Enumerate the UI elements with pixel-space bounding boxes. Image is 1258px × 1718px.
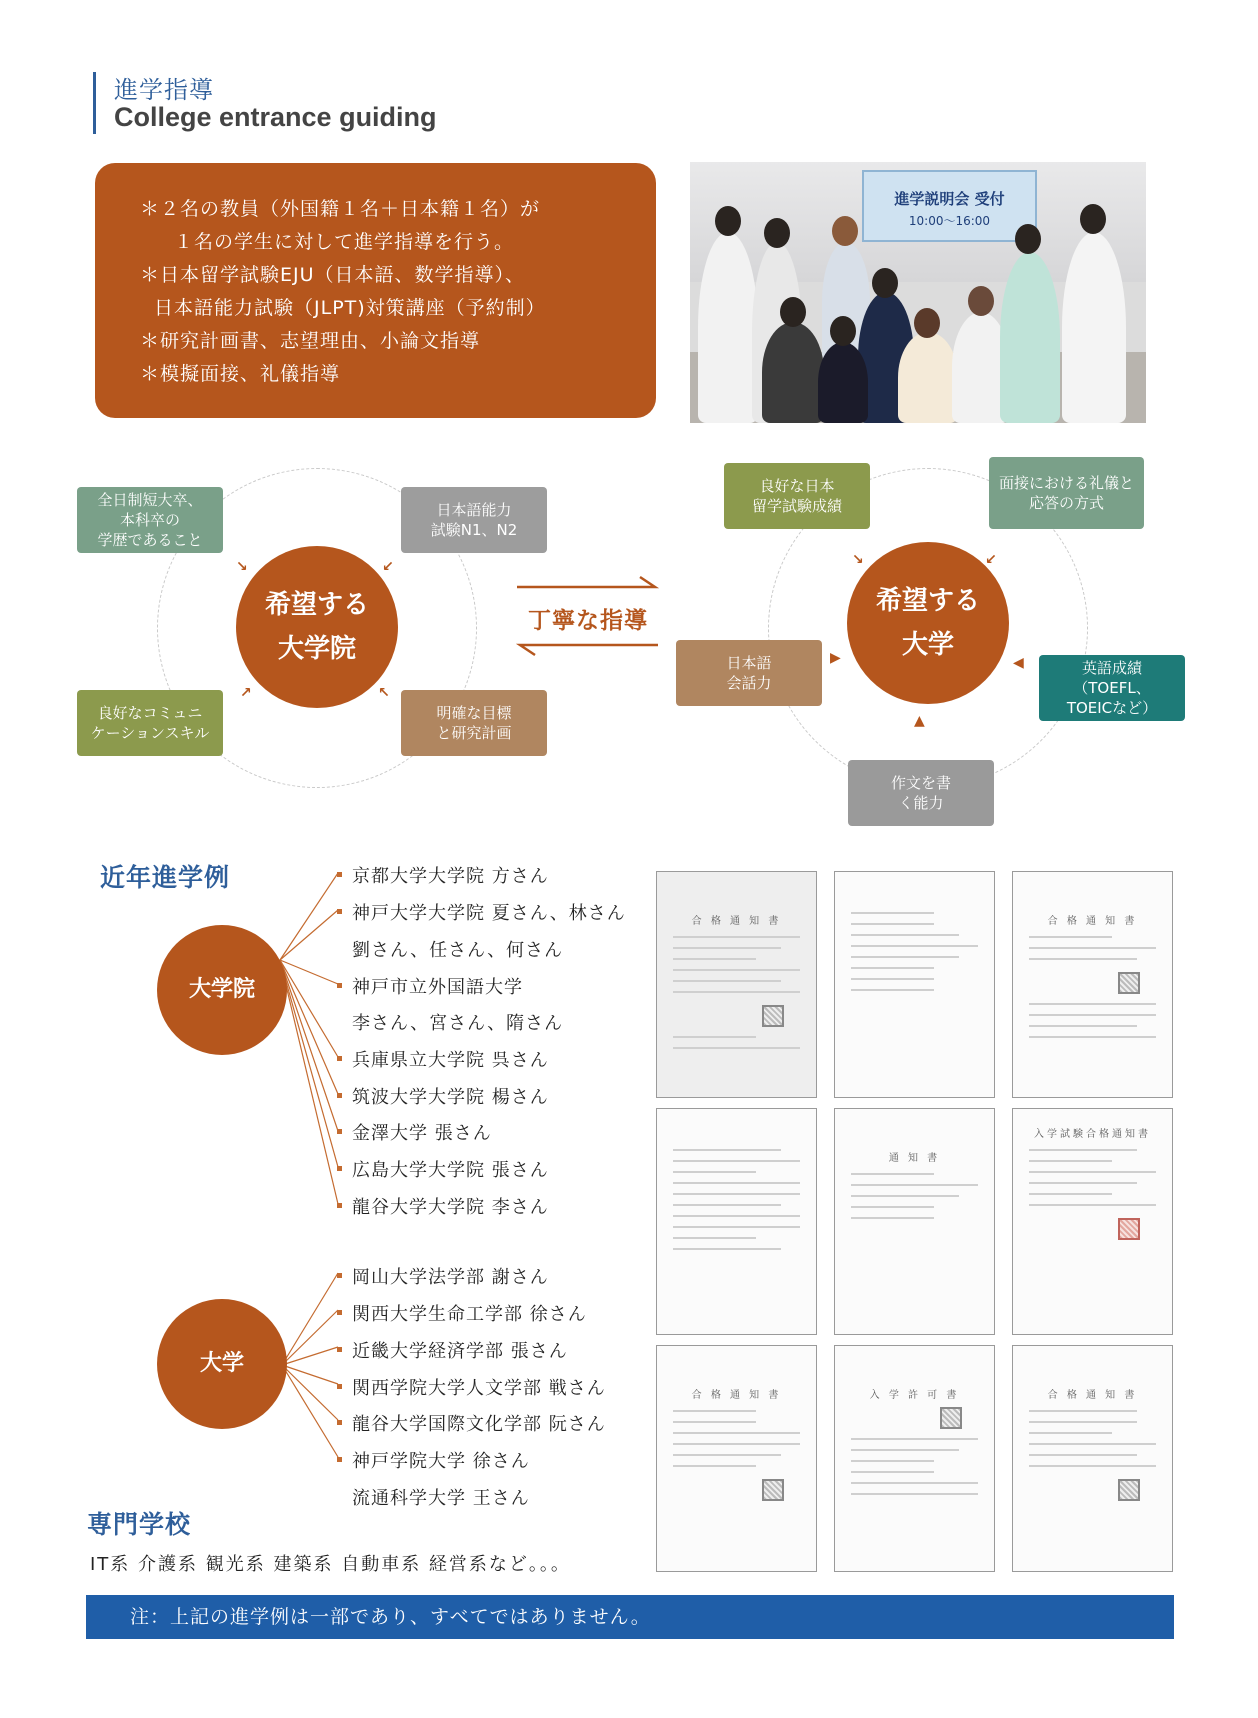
document-title: 入学試験合格通知書 [1034, 1129, 1151, 1140]
tag-research-plan: 明確な目標 と研究計画 [401, 690, 547, 756]
list-item: 兵庫県立大学院 呉さん [337, 1046, 549, 1072]
tag-education-requirement: 全日制短大卒、 本科卒の 学歴であること [77, 487, 223, 553]
acceptance-letter-image [1012, 1345, 1173, 1572]
info-line: 日本語能力試験（JLPT)対策講座（予約制） [154, 297, 546, 319]
list-item: 神戸市立外国語大学 [337, 973, 523, 999]
guidance-label: 丁寧な指導 [528, 608, 648, 634]
arrow-icon: ◀ [1013, 655, 1024, 671]
list-item: 岡山大学法学部 謝さん [337, 1263, 549, 1289]
arrow-icon: ↘ [236, 559, 248, 575]
graduate-school-circle: 大学院 [157, 925, 287, 1055]
acceptance-letter-image [1012, 871, 1173, 1098]
acceptance-letter-image [656, 1108, 817, 1335]
photo-sign-time: 10:00～16:00 [908, 214, 991, 228]
tag-interview-manners: 面接における礼儀と 応答の方式 [989, 457, 1144, 529]
acceptance-letter-image [834, 871, 995, 1098]
list-item: 神戸学院大学 徐さん [337, 1447, 530, 1473]
tag-communication-skill: 良好なコミュニ ケーションスキル [77, 690, 223, 756]
circle-text: 希望する [875, 586, 980, 616]
list-item: 龍谷大学大学院 李さん [337, 1193, 549, 1219]
list-item: 金澤大学 張さん [337, 1119, 492, 1145]
page-title-jp: 進学指導 [114, 76, 214, 104]
page-title-en: College entrance guiding [114, 102, 437, 132]
list-item: 関西大学生命工学部 徐さん [337, 1300, 587, 1326]
vocational-fields: IT系 介護系 観光系 建築系 自動車系 経営系など。。。 [90, 1554, 571, 1575]
list-item: 龍谷大学国際文化学部 阮さん [337, 1410, 606, 1436]
photo-sign [862, 170, 1037, 242]
group-photo [690, 162, 1146, 423]
vocational-title: 専門学校 [87, 1510, 192, 1539]
circle-text: 大学院 [277, 634, 356, 664]
document-title: 合 格 通 知 書 [691, 916, 782, 927]
arrow-icon: ↙ [985, 552, 997, 568]
arrow-icon: ↘ [852, 552, 864, 568]
grad-school-goal-circle [236, 546, 398, 708]
info-line: １名の学生に対して進学指導を行う。 [174, 231, 515, 253]
circle-text: 希望する [264, 590, 369, 620]
document-title: 通 知 書 [888, 1153, 941, 1164]
note-banner: 注：上記の進学例は一部であり、すべてではありません。 [86, 1595, 1174, 1639]
arrow-icon: ↖ [378, 685, 390, 701]
document-title: 合 格 通 知 書 [1047, 916, 1138, 927]
list-item: 筑波大学大学院 楊さん [337, 1083, 549, 1109]
arrow-icon: ↙ [382, 559, 394, 575]
acceptance-letter-image [1012, 1108, 1173, 1335]
arrow-icon: ↗ [240, 685, 252, 701]
university-circle: 大学 [157, 1299, 287, 1429]
info-line: ＊日本留学試験EJU（日本語、数学指導）、 [140, 264, 526, 286]
tag-jlpt: 日本語能力 試験N1、N2 [401, 487, 547, 553]
list-item: 李さん、宮さん、隋さん [352, 1013, 564, 1034]
info-line: ＊研究計画書、志望理由、小論文指導 [140, 330, 481, 352]
acceptance-letter-image [656, 1345, 817, 1572]
arrow-icon: ▲ [914, 713, 925, 729]
list-item: 流通科学大学 王さん [352, 1488, 530, 1509]
list-item: 近畿大学経済学部 張さん [337, 1337, 568, 1363]
arrow-icon: ▶ [830, 650, 841, 666]
photo-sign-text: 進学説明会 受付 [894, 190, 1005, 208]
acceptance-letter-image [656, 871, 817, 1098]
guidance-info-box [95, 163, 656, 418]
tag-english-score: 英語成績 （TOEFL、 TOEICなど） [1039, 655, 1185, 721]
document-title: 合 格 通 知 書 [1047, 1390, 1138, 1401]
acceptance-letter-image [834, 1108, 995, 1335]
tag-japanese-conversation: 日本語 会話力 [676, 640, 822, 706]
info-line: ＊２名の教員（外国籍１名＋日本籍１名）が [140, 198, 541, 220]
examples-title: 近年進学例 [100, 863, 231, 892]
list-item: 劉さん、任さん、何さん [352, 940, 564, 961]
list-item: 神戸大学大学院 夏さん、林さん [337, 899, 626, 925]
circle-text: 大学 [901, 630, 954, 660]
document-title: 入 学 許 可 書 [869, 1390, 960, 1401]
tag-eju-score: 良好な日本 留学試験成績 [724, 463, 870, 529]
list-item: 京都大学大学院 方さん [337, 862, 549, 888]
list-item: 関西学院大学人文学部 戦さん [337, 1374, 606, 1400]
info-line: ＊模擬面接、礼儀指導 [140, 363, 341, 385]
acceptance-letter-image [834, 1345, 995, 1572]
document-title: 合 格 通 知 書 [691, 1390, 782, 1401]
tag-writing-ability: 作文を書 く能力 [848, 760, 994, 826]
list-item: 広島大学大学院 張さん [337, 1156, 549, 1182]
header-accent-bar [93, 72, 96, 134]
